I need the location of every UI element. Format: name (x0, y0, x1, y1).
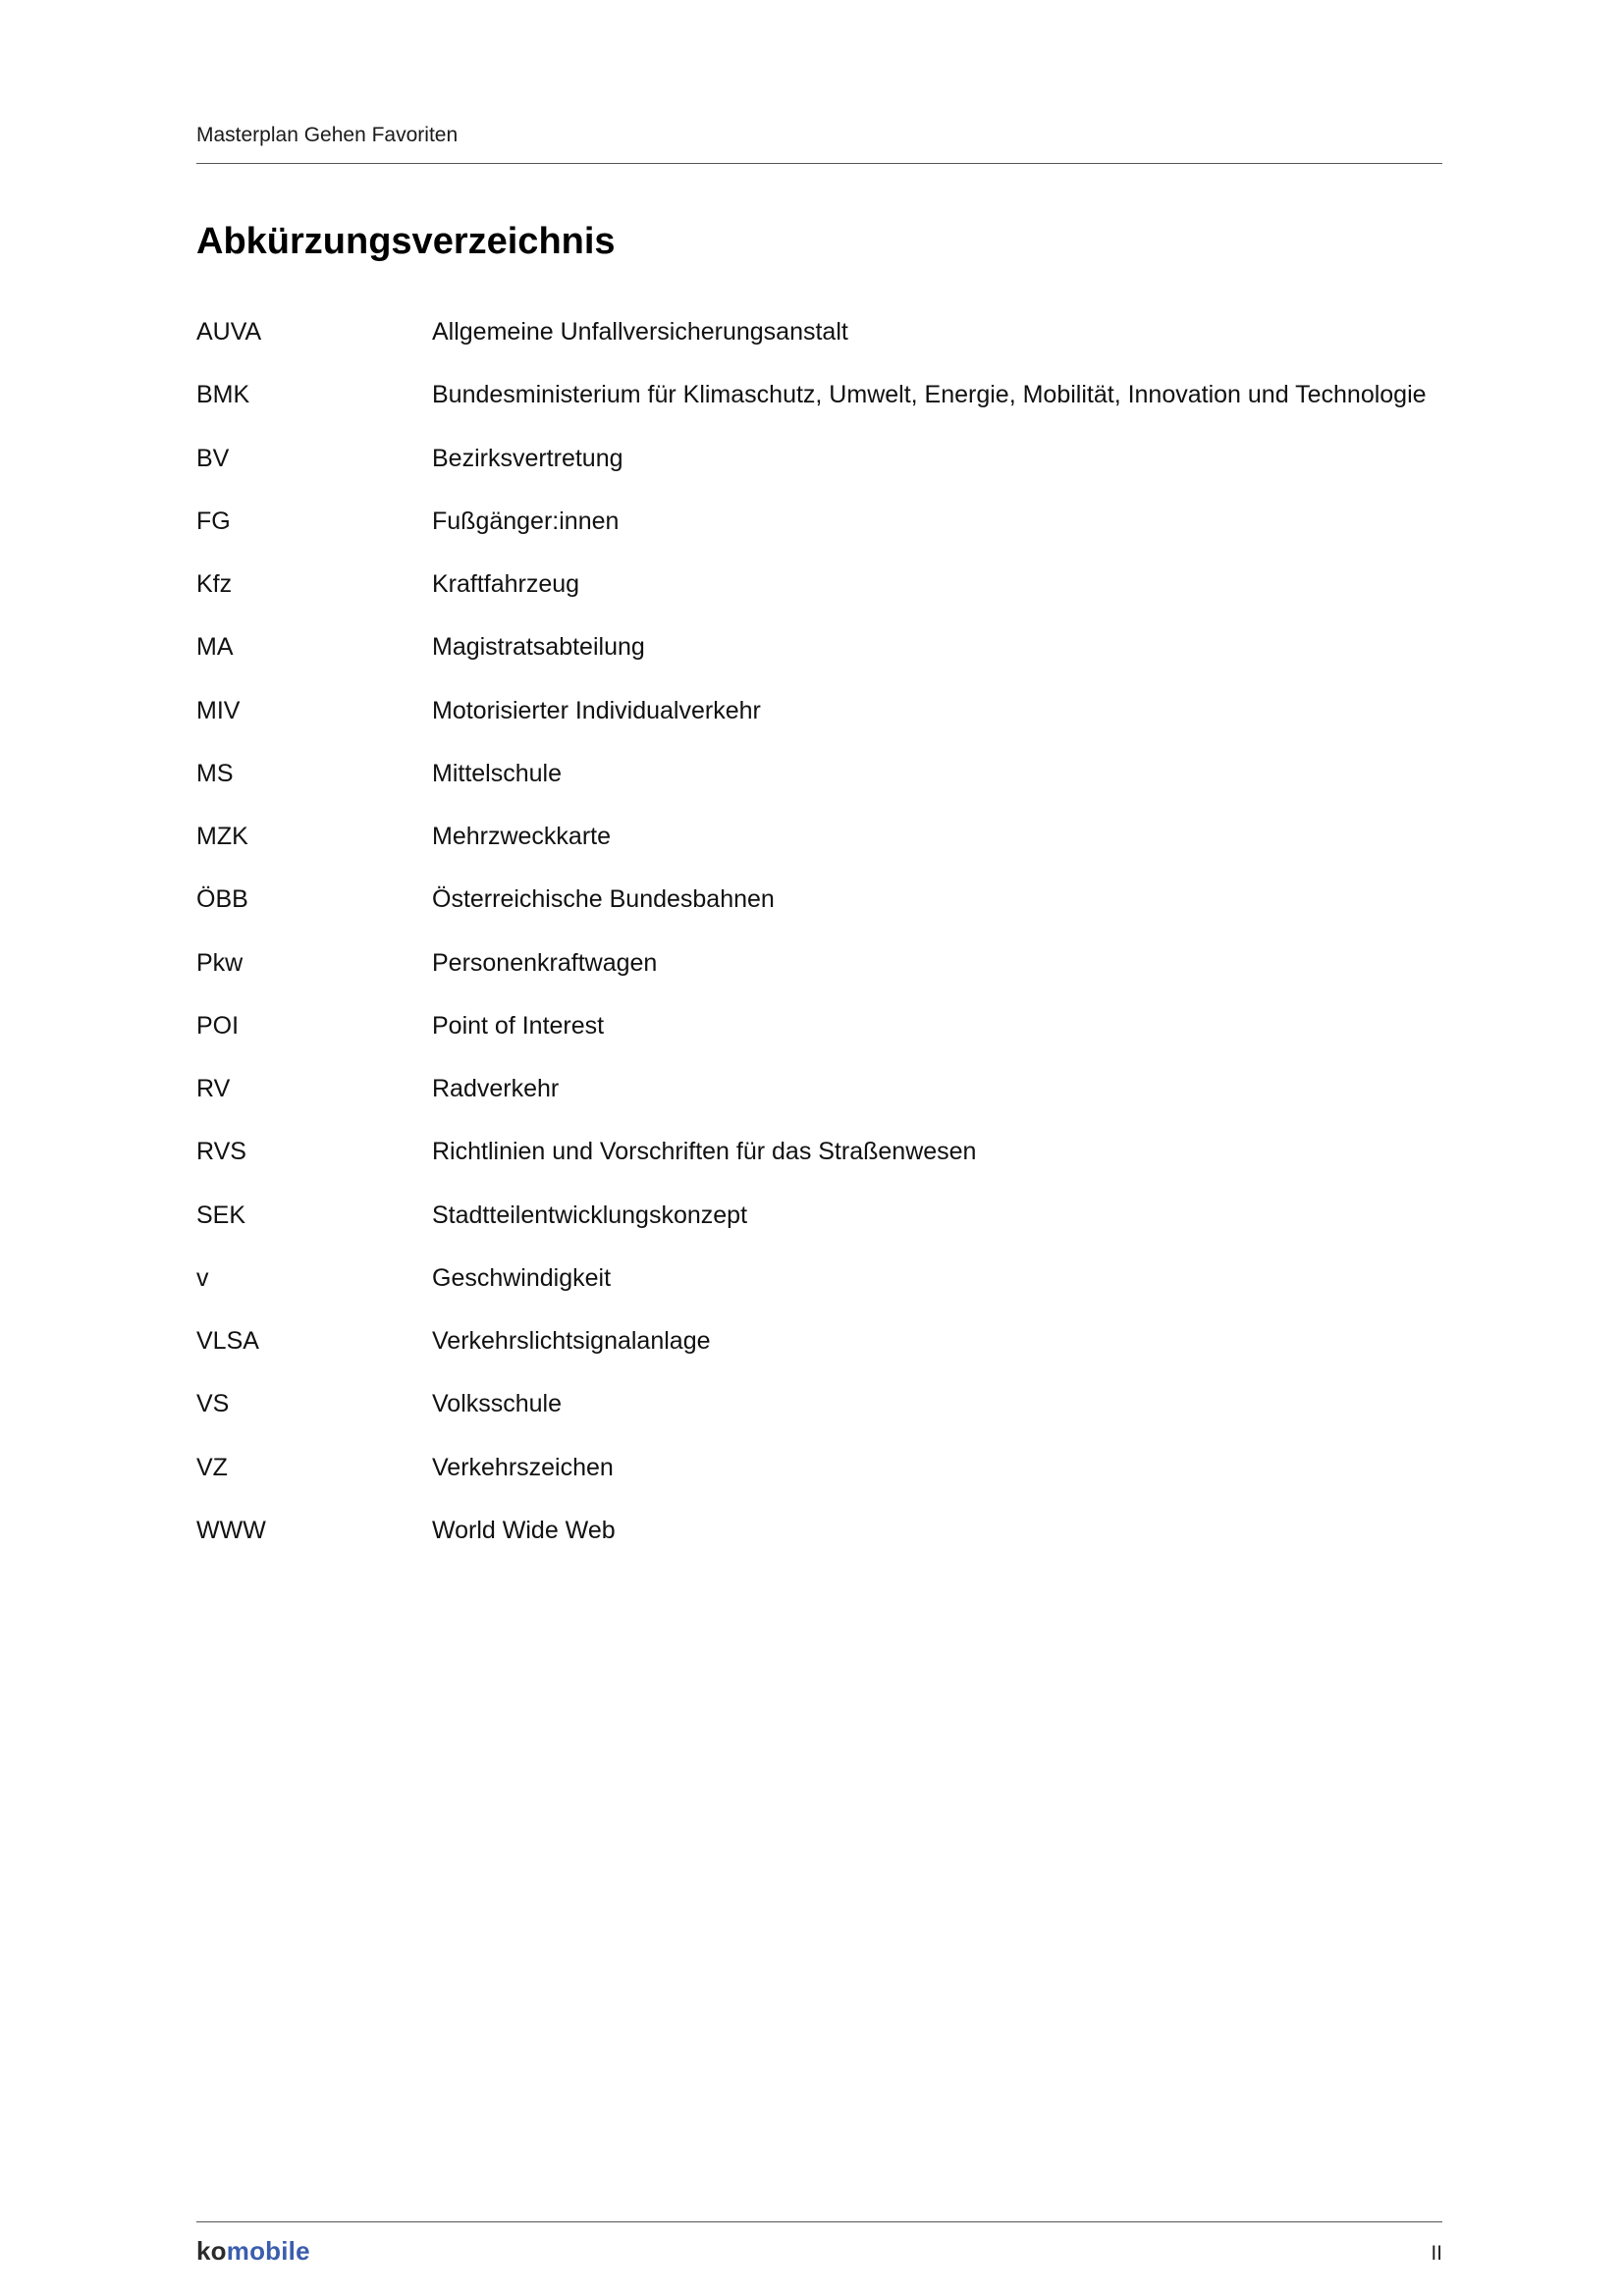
abbreviation-row (196, 629, 1442, 665)
abbreviation-key: AUVA (196, 318, 262, 346)
running-header (196, 0, 1442, 164)
abbreviation-meaning: Radverkehr (432, 1075, 560, 1102)
abbreviation-key: BMK (196, 381, 250, 409)
abbreviation-row (196, 1513, 1442, 1548)
abbreviation-key: VZ (196, 1453, 228, 1481)
abbreviation-meaning: Allgemeine Unfallversicherungsanstalt (432, 318, 848, 346)
abbreviation-meaning: Kraftfahrzeug (432, 570, 580, 598)
logo-ko-text: ko (196, 2236, 227, 2266)
running-header-text: Masterplan Gehen Favoriten (196, 124, 459, 146)
abbreviation-row (196, 693, 1442, 728)
abbreviation-meaning: Point of Interest (432, 1011, 605, 1040)
abbreviation-row (196, 1323, 1442, 1359)
abbreviation-meaning: Stadtteilentwicklungskonzept (432, 1201, 748, 1229)
abbreviation-key: Pkw (196, 948, 244, 977)
abbreviation-key: SEK (196, 1201, 246, 1229)
abbreviation-key: WWW (196, 1516, 266, 1544)
abbreviation-key: FG (196, 507, 231, 535)
abbreviation-row (196, 1071, 1442, 1106)
abbreviation-key: v (196, 1263, 209, 1292)
abbreviation-meaning: World Wide Web (432, 1516, 616, 1544)
abbreviation-key: MS (196, 759, 234, 787)
abbreviation-row (196, 1008, 1442, 1043)
abbreviation-row (196, 945, 1442, 981)
komobile-logo (196, 2236, 310, 2267)
abbreviation-key: POI (196, 1011, 240, 1040)
abbreviation-row (196, 504, 1442, 539)
abbreviation-key: ÖBB (196, 885, 248, 914)
abbreviation-meaning: Personenkraftwagen (432, 948, 658, 977)
abbreviation-meaning: Bezirksvertretung (432, 444, 623, 472)
abbreviation-key: MA (196, 633, 234, 662)
abbreviation-meaning: Magistratsabteilung (432, 633, 645, 662)
abbreviation-row (196, 819, 1442, 854)
abbreviation-meaning: Volksschule (432, 1390, 563, 1418)
abbreviation-row (196, 1386, 1442, 1421)
abbreviation-key: RV (196, 1075, 231, 1102)
abbreviation-meaning: Verkehrszeichen (432, 1453, 614, 1481)
abbreviation-key: Kfz (196, 570, 233, 598)
abbreviation-row (196, 1260, 1442, 1296)
abbreviation-row (196, 377, 1442, 412)
abbreviation-row (196, 566, 1442, 602)
abbreviation-meaning: Fußgänger:innen (432, 507, 620, 535)
abbreviation-meaning: Österreichische Bundesbahnen (432, 885, 775, 914)
abbreviation-meaning: Bundesministerium für Klimaschutz, Umwelt, Energie, Mobilität, Innovation und Technologie (432, 381, 1427, 409)
abbreviation-row (196, 1198, 1442, 1233)
abbreviation-key: VS (196, 1390, 230, 1418)
abbreviation-meaning: Geschwindigkeit (432, 1263, 612, 1292)
logo-mobile-text: mobile (226, 2236, 310, 2266)
abbreviation-row (196, 314, 1442, 349)
abbreviation-row (196, 756, 1442, 791)
page-footer (196, 2221, 1442, 2267)
abbreviation-list (196, 314, 1442, 1548)
abbreviation-key: RVS (196, 1138, 246, 1166)
abbreviation-meaning: Mittelschule (432, 759, 562, 787)
abbreviation-row (196, 881, 1442, 917)
abbreviation-row (196, 1134, 1442, 1169)
abbreviation-key: MZK (196, 823, 248, 850)
page-number: II (1431, 2242, 1442, 2265)
abbreviation-meaning: Mehrzweckkarte (432, 823, 611, 850)
abbreviation-meaning: Richtlinien und Vorschriften für das Straßenwesen (432, 1138, 977, 1166)
abbreviation-key: BV (196, 444, 230, 472)
abbreviation-row (196, 441, 1442, 476)
abbreviation-row (196, 1450, 1442, 1485)
abbreviation-key: MIV (196, 696, 241, 724)
abbreviation-meaning: Motorisierter Individualverkehr (432, 696, 761, 724)
abbreviation-key: VLSA (196, 1327, 259, 1355)
page-title: Abkürzungsverzeichnis (196, 221, 616, 262)
abbreviation-meaning: Verkehrslichtsignalanlage (432, 1327, 711, 1355)
